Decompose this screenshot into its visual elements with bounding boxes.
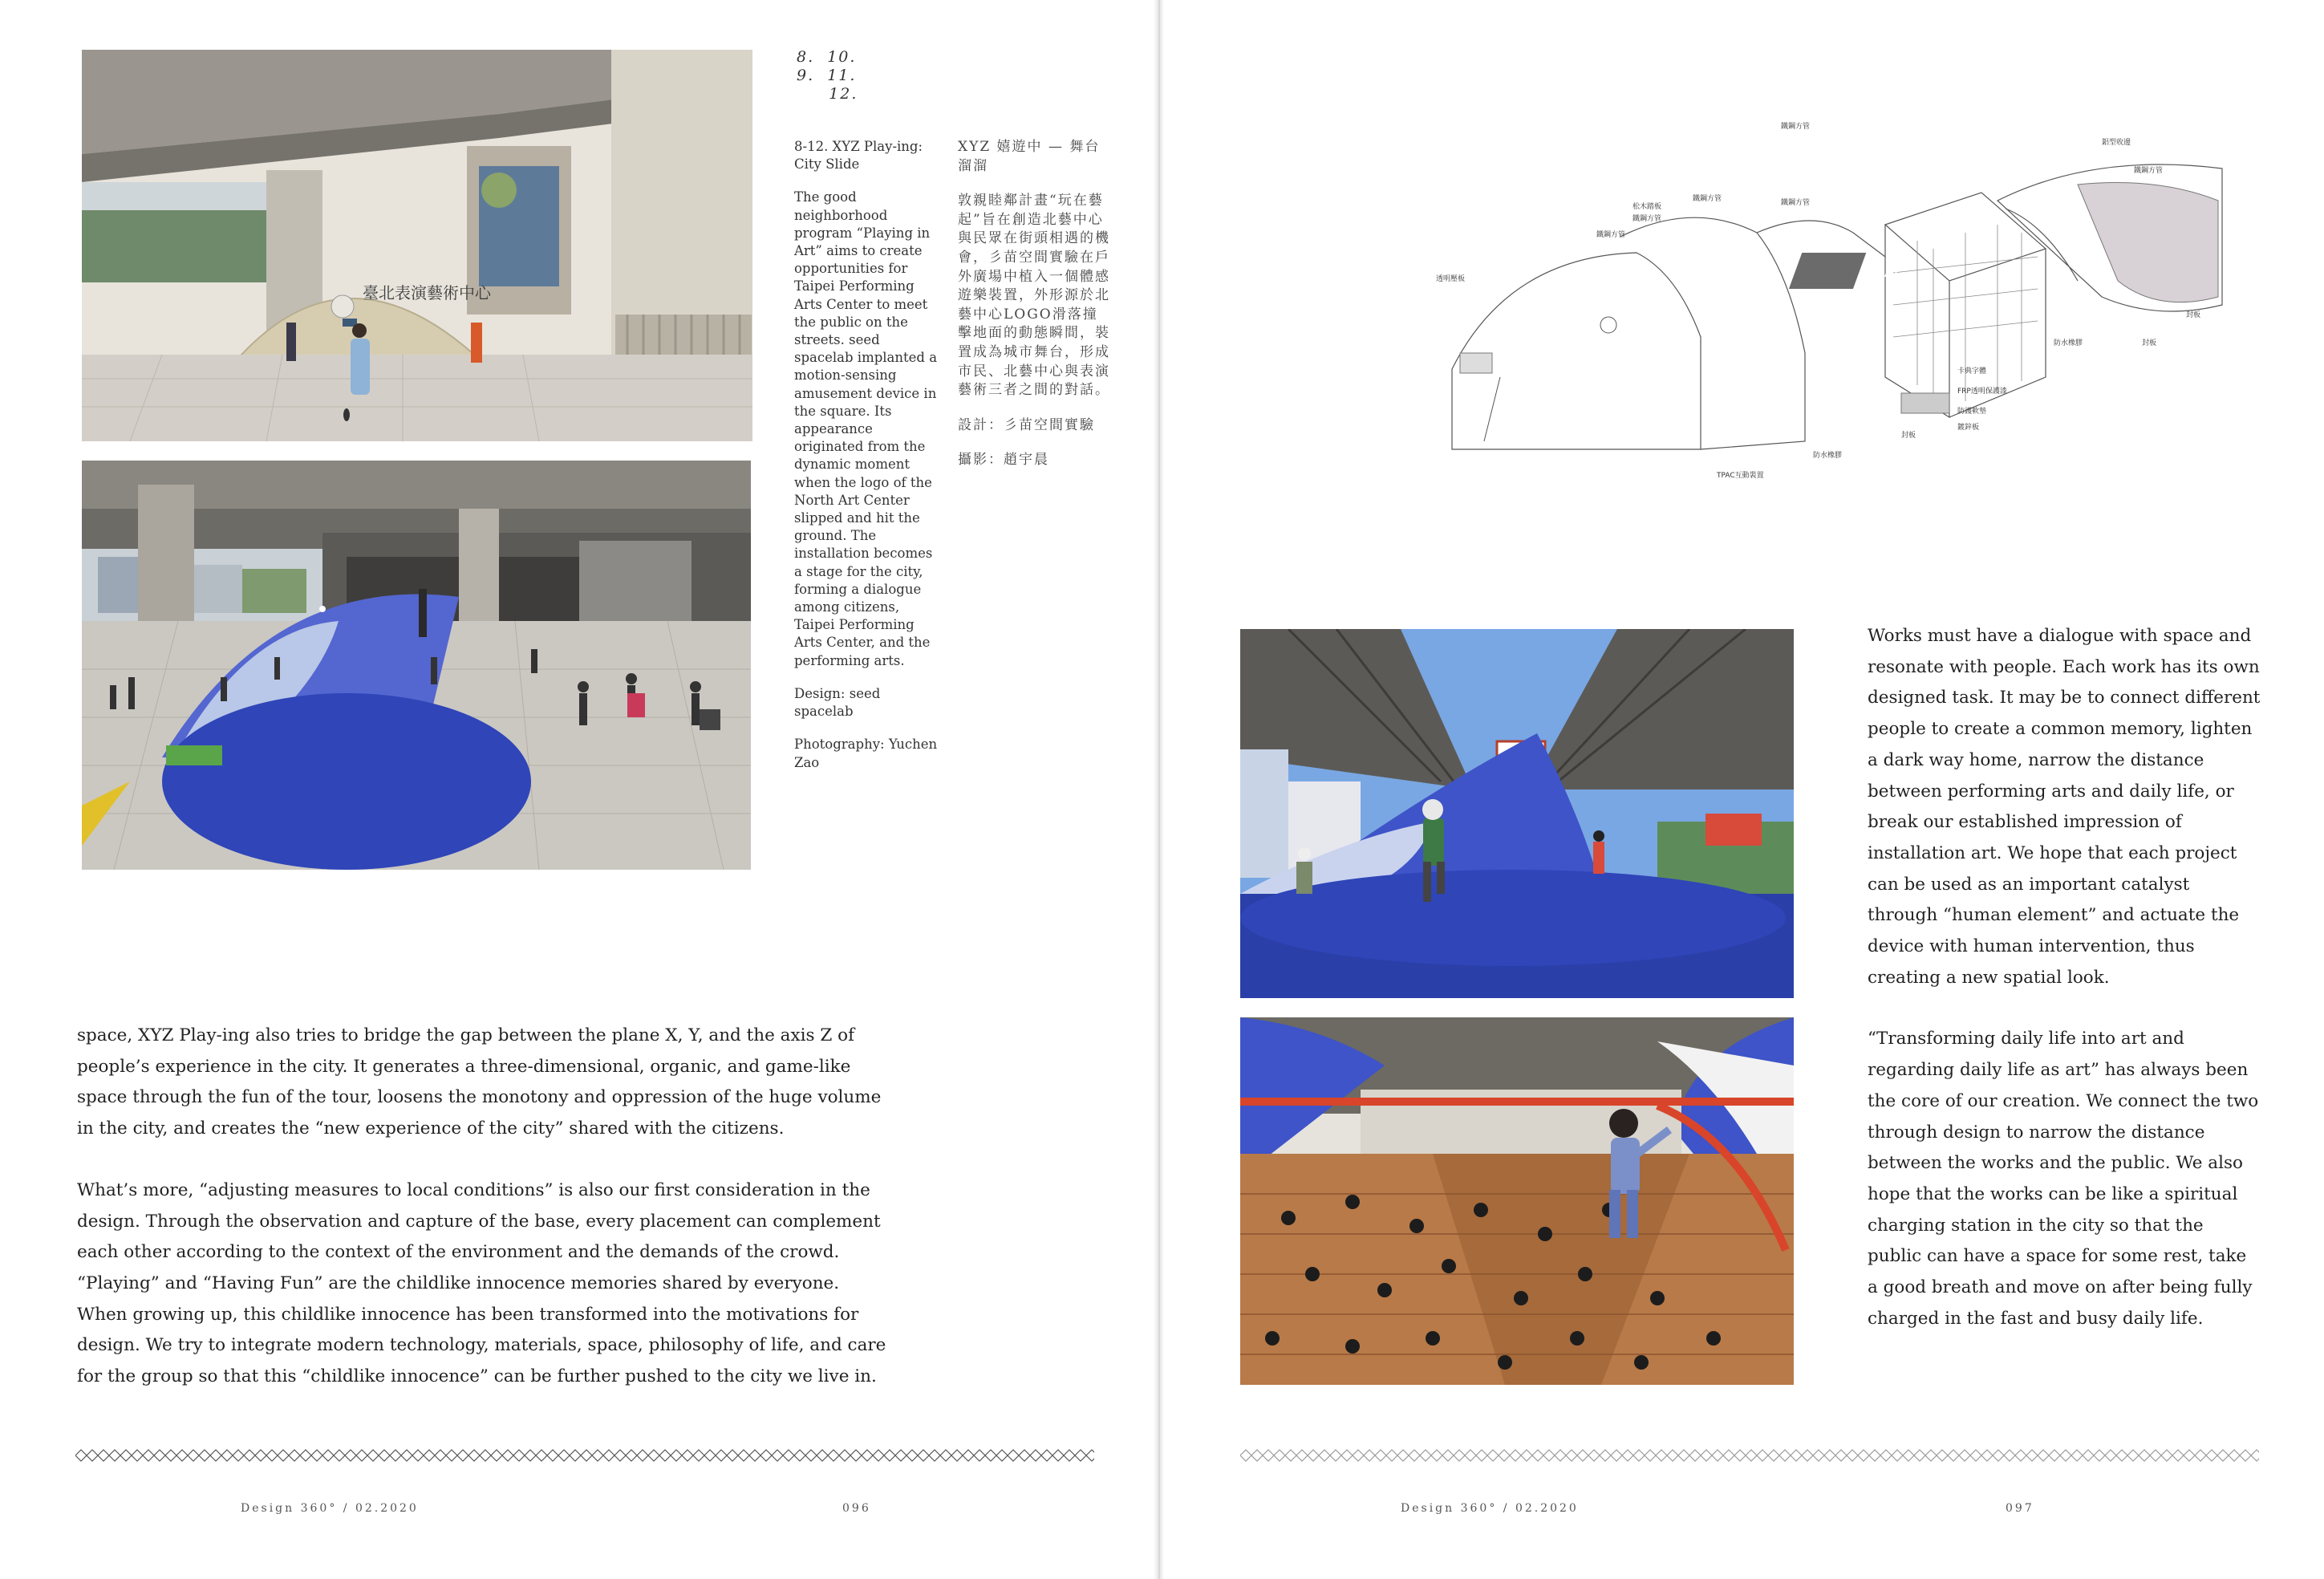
- zigzag-divider: [75, 1449, 1094, 1462]
- body-paragraph: Works must have a dialogue with space and resonate with people. Each work has its own designed task. It may be to connect different people to create a common memory, lighten a dark way home, narrow the distance between performing arts and daily life, or break our established impression of installation art. We hope that each project can be used as an important catalyst through “human element” and actuate the device with human intervention, thus creating a new spatial look.: [1868, 626, 2261, 988]
- photo-numbers-row: 12.: [797, 85, 858, 103]
- diagram-label: 防水橡膠: [1813, 452, 1843, 460]
- body-text-left: [77, 1021, 887, 1423]
- diagram-label: 封板: [2186, 311, 2201, 319]
- caption-design-credit-zh: 設計：彡苗空間實驗: [958, 416, 1095, 433]
- footer-magazine: Design 360° / 02.2020: [241, 1502, 419, 1515]
- body-paragraph: “Transforming daily life into art and regarding daily life as art” has always been the core of our creation. We connect the two through design to narrow the distance between the works and the public. We also hope that the works can be like a spiritual charging station in the city so that the public can have a space for some rest, take a good breath and move on after being fully charged in the fast and busy daily life.: [1868, 1029, 2259, 1329]
- footer-page-number: 096: [842, 1502, 871, 1515]
- diagram-label: 防水橡膠: [2054, 339, 2083, 347]
- right-page: [1163, 0, 2324, 1579]
- diagram-play-text: PLAY: [1869, 265, 1900, 280]
- photo-children-running: [1240, 629, 1794, 998]
- photo-city-slide-sign: [82, 50, 752, 441]
- diagram-label: 鐵鋼方管: [1632, 215, 1662, 223]
- caption-english: [794, 138, 939, 787]
- caption-body-zh: 敦親睦鄰計畫“玩在藝起”旨在創造北藝中心與民眾在街頭相遇的機會，彡苗空間實驗在戶外廣場中植入一個體感遊樂裝置，外形源於北藝中心LOGO滑落撞擊地面的動態瞬間，裝置成為城市舞台，形成市民、北藝中心與表演藝術三者之間的對話。: [958, 193, 1110, 399]
- caption-design-credit: Design: seed spacelab: [794, 685, 881, 720]
- caption-chinese: [958, 138, 1110, 486]
- zigzag-divider: [1240, 1449, 2259, 1462]
- body-text-right: [1868, 621, 2261, 1365]
- footer-magazine: Design 360° / 02.2020: [1401, 1502, 1579, 1515]
- diagram-label: 鐵鋼方管: [2134, 167, 2164, 175]
- body-paragraph: What’s more, “adjusting measures to local conditions” is also our first consideration in the design. Through the observation and capture of the base, every placement can complement each other according to the context of the environment and the demands of the crowd. “Playing” and “Having Fun” are the childlike innocence memories shared by everyone. When growing up, this childlike innocence has been transformed into the motivations for design. We try to integrate modern technology, materials, space, philosophy of life, and care for the group so that this “childlike innocence” can be further pushed to the city we live in.: [77, 1179, 886, 1387]
- diagram-label: 鐵鋼方管: [1781, 123, 1811, 131]
- caption-body: The good neighborhood program “Playing in Art” aims to create opportunities for Taipei Performing Arts Center to meet the public on the streets. seed spacelab implanted a motion-sensing amusement device in the square. Its appearance originated from the dynamic moment when the logo of the North Art Center slipped and hit the ground. The installation becomes a stage for the city, forming a dialogue among citizens, Taipei Performing Arts Center, and the performing arts.: [794, 189, 938, 668]
- diagram-label: 鐵鋼方管: [1693, 195, 1722, 203]
- diagram-label: 封板: [2142, 339, 2157, 347]
- caption-title-zh: XYZ 嬉遊中 — 舞台溜溜: [958, 139, 1101, 174]
- photo-sign-text: 臺北表演藝術中心: [363, 283, 491, 302]
- diagram-label: 鐵鋼方管: [1596, 231, 1626, 239]
- diagram-label: 卡典字體: [1957, 367, 1987, 375]
- diagram-label: FRP透明保護漆: [1957, 388, 2007, 396]
- photo-child-climbing-wall: [1240, 1017, 1794, 1385]
- caption-photo-credit: Photography: Yuchen Zao: [794, 737, 938, 770]
- body-paragraph: space, XYZ Play-ing also tries to bridge the gap between the plane X, Y, and the axis Z of people’s experience in the city. It generates a three-dimensional, organic, and game-like space through the fun of the tour, loosens the monotony and oppression of the huge volume in the city, and creates the “new experience of the city” shared with the citizens.: [77, 1025, 882, 1139]
- photo-blue-slide-square: [82, 461, 751, 870]
- footer-page-number: 097: [2006, 1502, 2034, 1515]
- diagram-label: 防護軟墊: [1957, 408, 1987, 416]
- photo-numbers-row: 8. 10.: [797, 48, 857, 66]
- diagram-label: 鍍鋅板: [1957, 424, 1980, 432]
- caption-title: 8-12. XYZ Play-ing: City Slide: [794, 139, 923, 173]
- diagram-label: 松木踏板: [1632, 203, 1662, 211]
- diagram-label: 封板: [1901, 432, 1916, 440]
- left-page: [0, 0, 1158, 1579]
- diagram-label: TPAC互動裝置: [1717, 472, 1764, 480]
- photo-numbers-row: 9. 11.: [797, 67, 857, 84]
- exploded-axonometric-diagram: [1436, 112, 2230, 489]
- photo-number-index: [797, 48, 858, 104]
- caption-photo-credit-zh: 攝影：趙宇晨: [958, 452, 1049, 469]
- diagram-label: 鐵鋼方管: [1781, 199, 1811, 207]
- diagram-label: 透明壓板: [1436, 275, 1466, 283]
- diagram-label: 鋁型收邊: [2102, 139, 2131, 147]
